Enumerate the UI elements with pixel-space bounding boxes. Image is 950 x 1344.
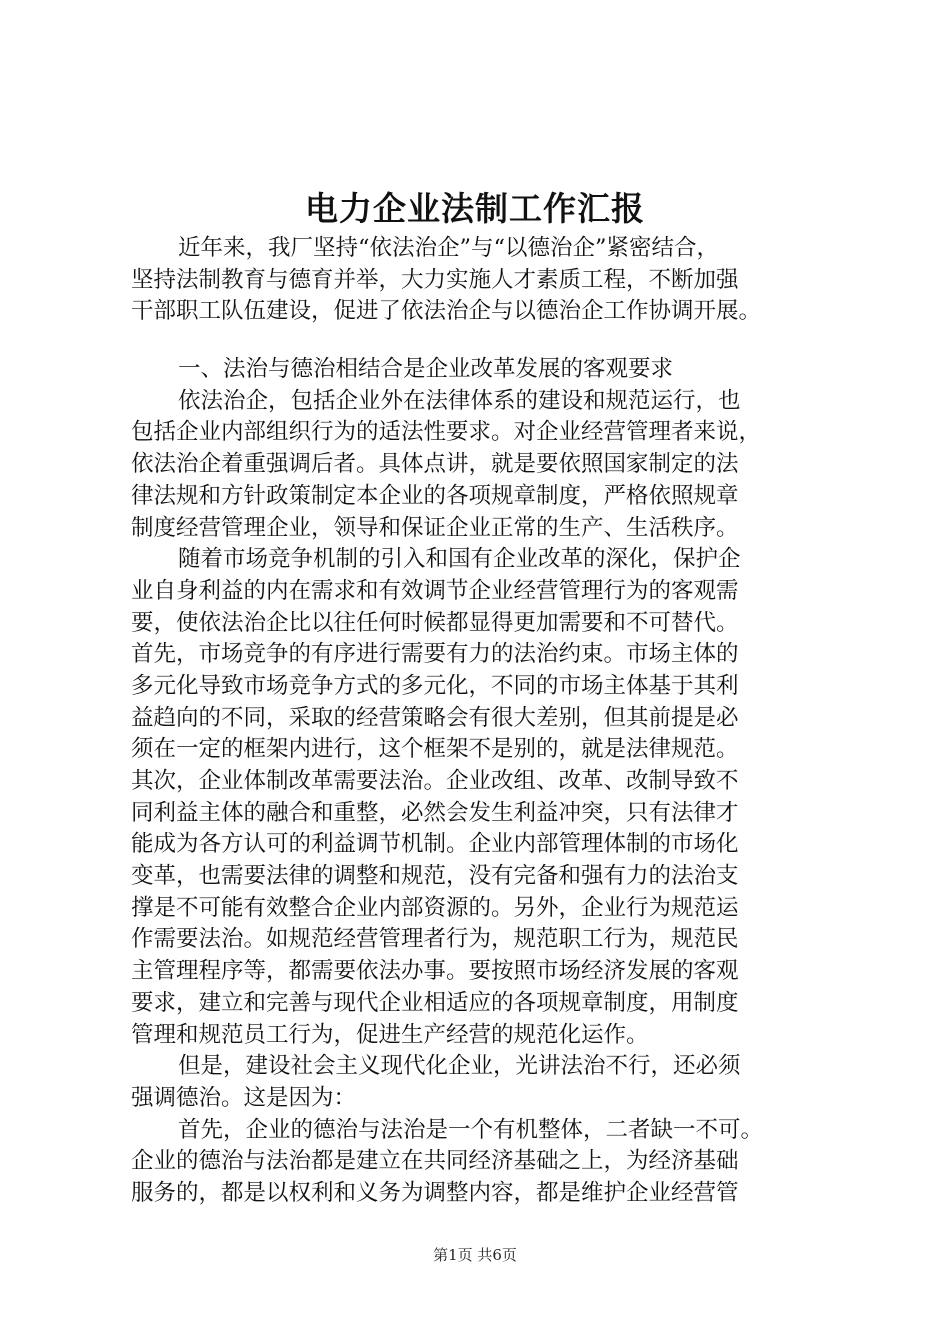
- paragraph-line: 要求，建立和完善与现代企业相适应的各项规章制度，用制度: [131, 989, 739, 1016]
- document-body: [131, 233, 849, 1210]
- document-title: 电力企业法制工作汇报: [305, 189, 645, 228]
- paragraph-line: 其次，企业体制改革需要法治。企业改组、改革、改制导致不: [131, 768, 739, 794]
- paragraph-spacer: [131, 328, 849, 354]
- paragraph-line: 多元化导致市场竞争方式的多元化，不同的市场主体基于其利: [131, 672, 739, 699]
- paragraph-line: 主管理程序等，都需要依法办事。要按照市场经济发展的客观: [131, 958, 739, 985]
- paragraph-line: 要，使依法治企比以往任何时候都显得更加需要和不可替代。: [131, 609, 739, 636]
- paragraph-line: 近年来，我厂坚持“依法治企”与“以德治企”紧密结合，: [178, 235, 720, 261]
- section-heading: 一、法治与德治相结合是企业改革发展的客观要求: [178, 356, 674, 383]
- paragraph-line: 随着市场竞争机制的引入和国有企业改革的深化，保护企: [178, 546, 741, 573]
- paragraph-line: 依法治企着重强调后者。具体点讲，就是要依照国家制定的法: [131, 451, 739, 478]
- paragraph-line: 须在一定的框架内进行，这个框架不是别的，就是法律规范。: [131, 736, 739, 763]
- paragraph-line: 管理和规范员工行为，促进生产经营的规范化运作。: [131, 1021, 649, 1048]
- paragraph-line: 强调德治。这是因为：: [131, 1084, 357, 1111]
- paragraph-line: 变革，也需要法律的调整和规范，没有完备和强有力的法治支: [131, 863, 739, 890]
- paragraph-line: 同利益主体的融合和重整，必然会发生利益冲突，只有法律才: [131, 799, 739, 826]
- paragraph-line: 益趋向的不同，采取的经营策略会有很大差别，但其前提是必: [131, 704, 739, 731]
- paragraph-line: 能成为各方认可的利益调节机制。企业内部管理体制的市场化: [131, 831, 739, 858]
- paragraph-line: 依法治企，包括企业外在法律体系的建设和规范运行，也: [178, 387, 741, 414]
- paragraph-line: 服务的，都是以权利和义务为调整内容，都是维护企业经营管: [131, 1179, 739, 1206]
- page-number-footer: 第1页 共6页: [433, 1246, 517, 1264]
- paragraph-line: 但是，建设社会主义现代化企业，光讲法治不行，还必须: [178, 1053, 741, 1080]
- paragraph-line: 制度经营管理企业，领导和保证企业正常的生产、生活秩序。: [131, 514, 739, 541]
- paragraph-line: 律法规和方针政策制定本企业的各项规章制度，严格依照规章: [131, 482, 739, 509]
- paragraph-line: 撑是不可能有效整合企业内部资源的。另外，企业行为规范运: [131, 894, 739, 921]
- paragraph-line: 企业的德治与法治都是建立在共同经济基础之上，为经济基础: [131, 1148, 739, 1175]
- paragraph-line: 干部职工队伍建设，促进了依法治企与以德治企工作协调开展。: [131, 298, 762, 325]
- paragraph-line: 包括企业内部组织行为的适法性要求。对企业经营管理者来说，: [131, 419, 762, 446]
- paragraph-line: 坚持法制教育与德育并举，大力实施人才素质工程，不断加强: [131, 266, 739, 293]
- paragraph-line: 首先，市场竞争的有序进行需要有力的法治约束。市场主体的: [131, 641, 739, 668]
- paragraph-line: 作需要法治。如规范经营管理者行为，规范职工行为，规范民: [131, 926, 739, 953]
- paragraph-line: 首先，企业的德治与法治是一个有机整体，二者缺一不可。: [178, 1116, 764, 1143]
- paragraph-line: 业自身利益的内在需求和有效调节企业经营管理行为的客观需: [131, 577, 739, 604]
